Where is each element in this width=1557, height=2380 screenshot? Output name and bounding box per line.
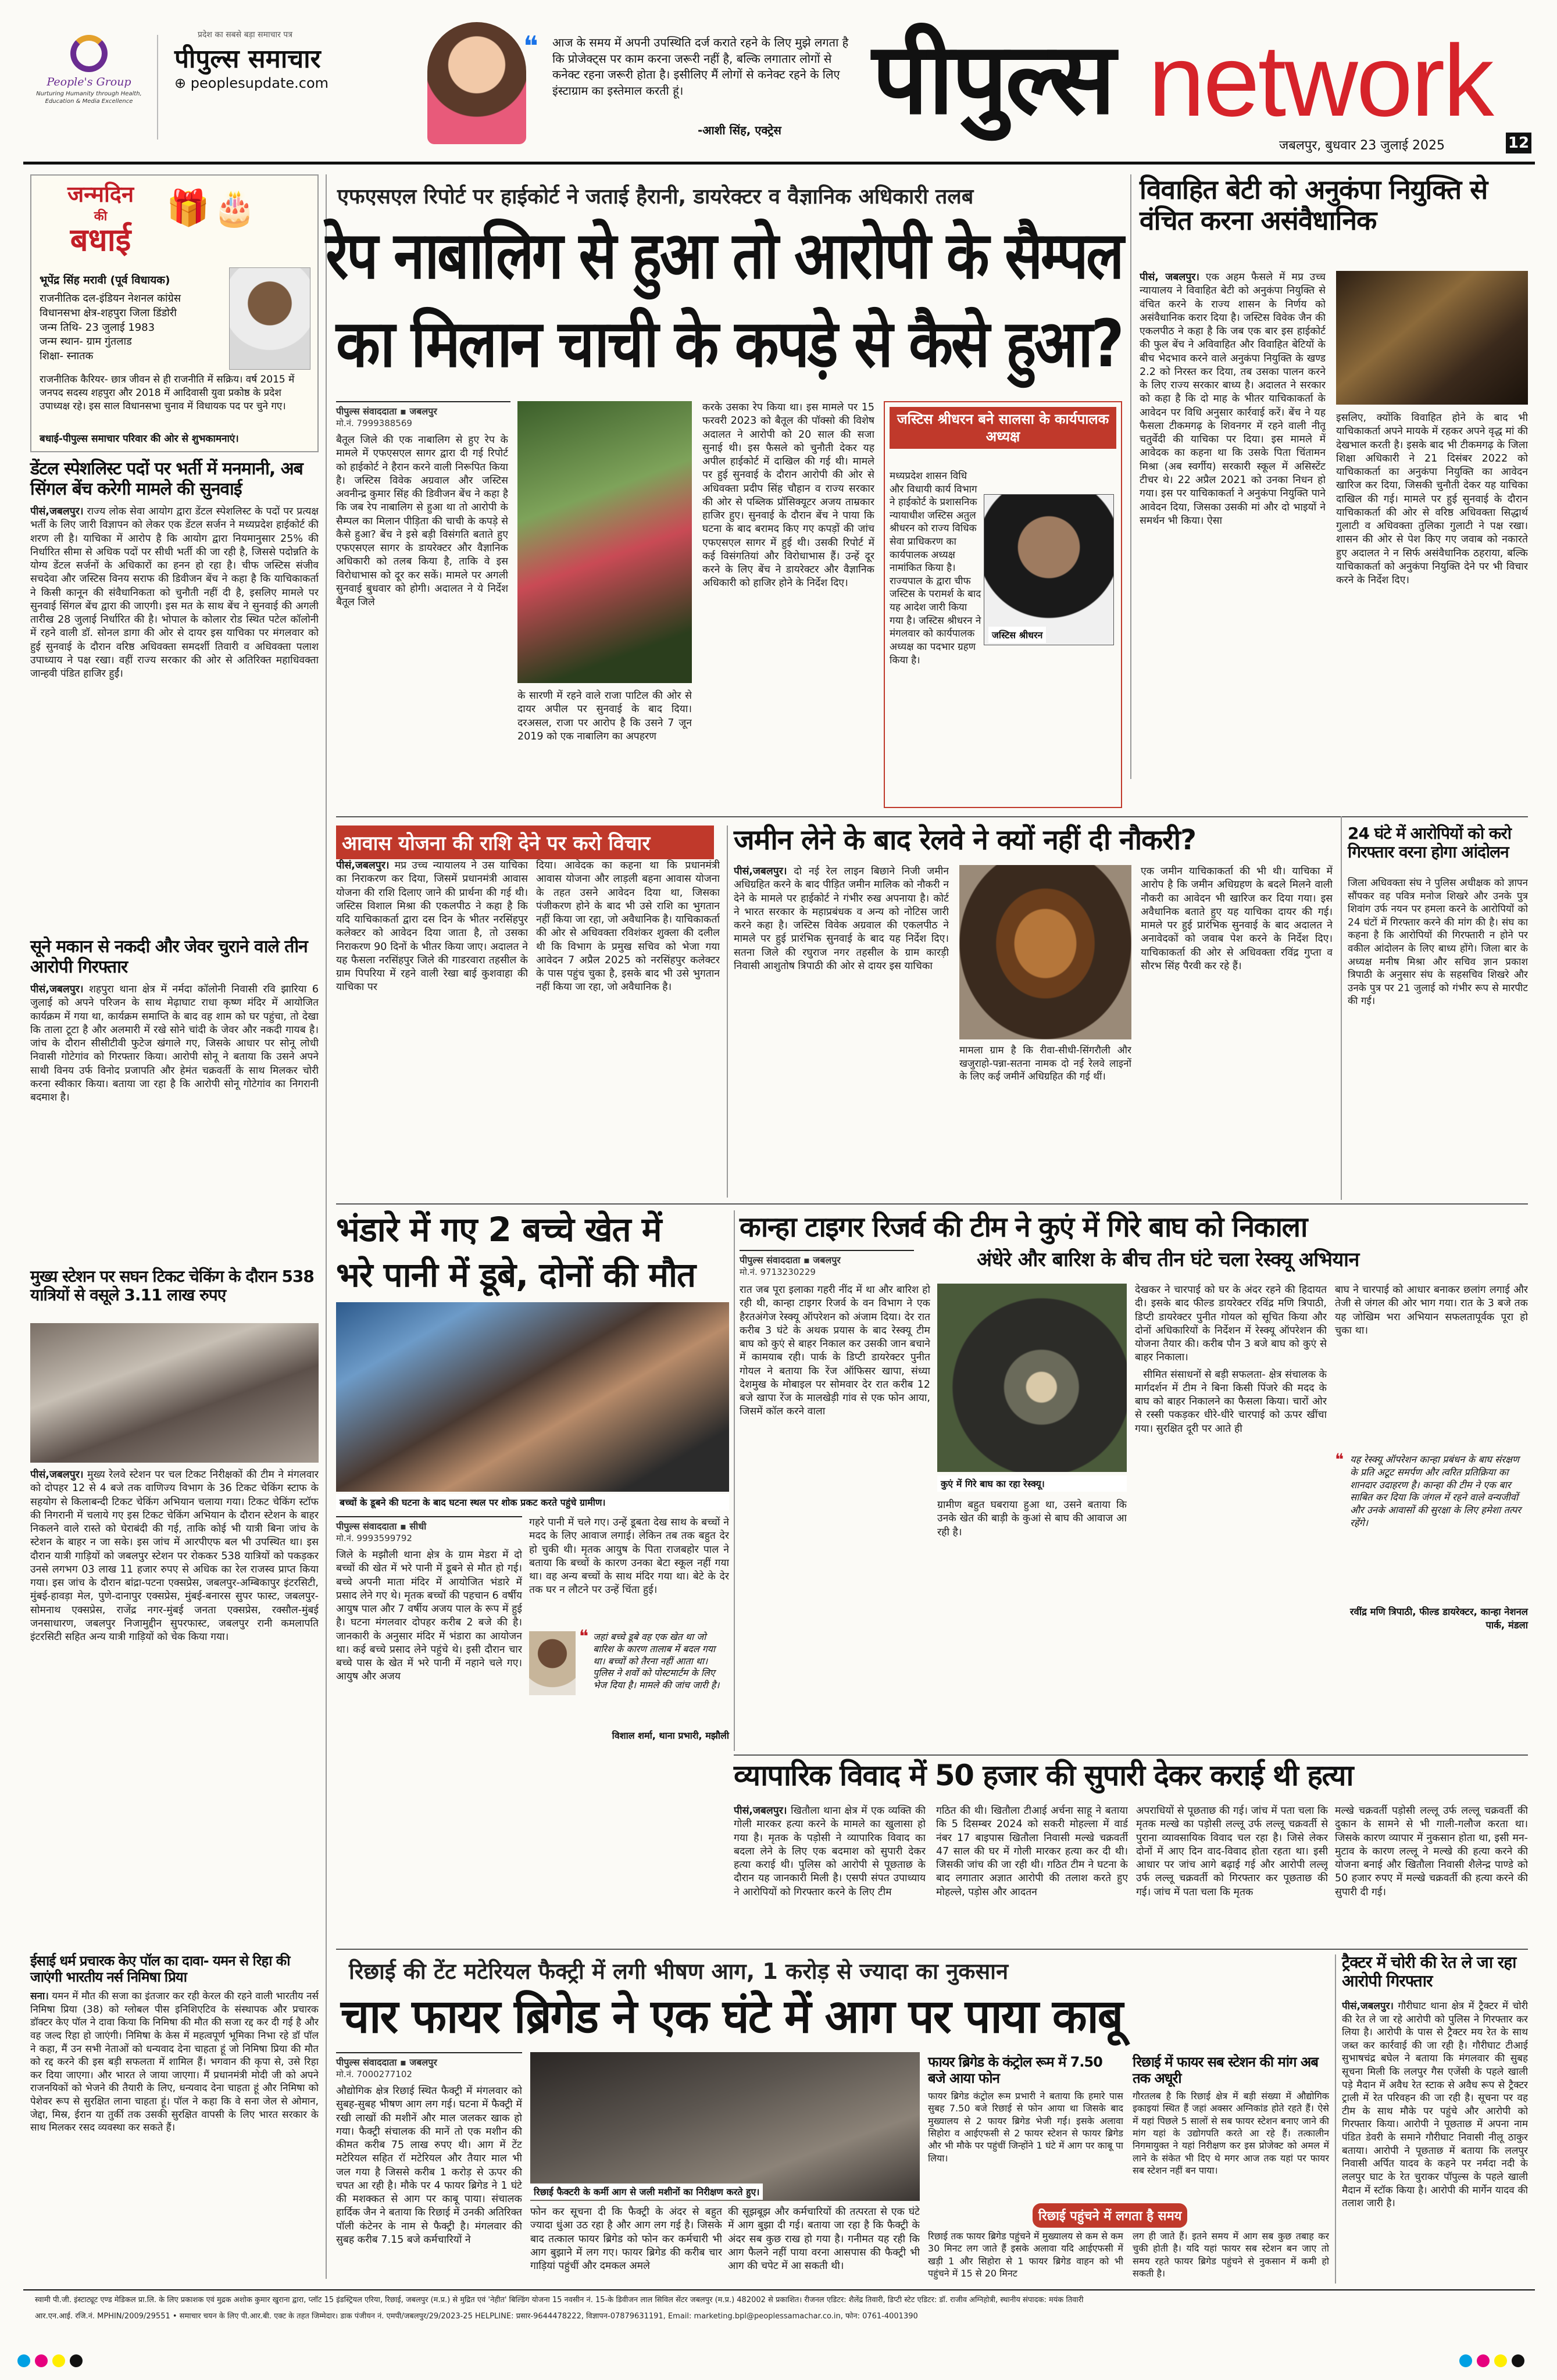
police-officer-portrait (529, 1631, 576, 1695)
story-drown-byline: पीपुल्स संवाददाता ▪ सीधी मो.नं. 9993599792 (336, 1516, 522, 1544)
black-mark-icon (1512, 2354, 1524, 2367)
story-ticket: मुख्य स्टेशन पर सघन टिकट चेकिंग के दौरान 538 यात्रियों से वसूले 3.11 लाख रुपए पीसं,जबलपुर। मुख्य रेलवे स्टेशन पर चल टिकट निरीक्षकों की टीम ने मंगलवार को दोपहर 12 से 4 बजे तक वाणिज्य विभाग के 36 टिकट चेकिंग स्टाफ के सहयोग से किलाबन्दी टिकट चेकिंग अभियान चलाया गया। टिकट चेकिंग स्टॉफ की निगरानी में चलाये गए इस टिकट चेकिंग अभियान के दौरान स्टेशन के बाहर निकलने वाले रास्ते को घेराबंदी की गई, ताकि कोई भी यात्री बिना जांच के स्टेशन के बाहर न जा सके। इस जांच में आरपीएफ बल भी उपस्थित था। इस दौरान यात्री गाड़ियों को जबलपुर स्टेशन पर रोककर 538 यात्रियों को पकड़कर उनसे लगभग 03 लाख 11 हजार रुपए से अधिक का रेल राजस्व प्राप्त किया गया। इस जांच के दौरान बांद्रा-पटना एक्सप्रेस, जबलपुर-अम्बिकापुर इंटरसिटी, मुंबई-हावड़ा मेल, पुणे-दानापुर एक्सप्रेस, मुंबई-बनारस सुपर फास्ट, जबलपुर-सोमनाथ एक्सप्रेस, राजेंद्र नगर-मुंबई जनता एक्सप्रेस, रक्सौल-मुंबई जनसाधारण, जबलपुर निजामुद्दीन सुपरफास्ट, जबलपुर रानी कमलापति इंटरसिटी सहित अन्य यात्री गाड़ियों को चेक किया गया। (30, 1267, 319, 1643)
story-drown-photo (336, 1302, 729, 1492)
story-rape-body-2: के सारणी में रहने वाले राजा पाटिल की ओर से दायर अपील पर सुनवाई के बाद दिया। दरअसल, राजा पर आरोप है कि उसने 7 जून 2019 को एक नाबालिग का अपहरण (517, 690, 692, 742)
footer-registration: आर.एन.आई. रजि.नं. MPHIN/2009/29551 • समाचार चयन के लिए पी.आर.बी. एक्ट के तहत जिम्मेदार। डाक पंजीयन नं. एमपी/जबलपुर/29/2023-25 HELPLINE: प्रसार-9644478222, विज्ञापन-07879631191, Email: marketing.bpl@peoplessamachar.co.in, फोन: 0761-4001390 (35, 2312, 918, 2321)
story-tiger-headline: कान्हा टाइगर रिजर्व की टीम ने कुएं में गिरे बाघ को निकाला (740, 1211, 1307, 1243)
story-tiger-subhead: अंधेरे और बारिश के बीच तीन घंटे चला रेस्क्यू अभियान (977, 1248, 1359, 1271)
story-rape-headline-1: रेप नाबालिग से हुआ तो आरोपी के सैम्पल (326, 218, 1122, 294)
story-daughter-headline: विवाहित बेटी को अनुकंपा नियुक्ति से वंचित करना असंवैधानिक (1140, 174, 1488, 236)
yellow-mark-icon (52, 2354, 65, 2367)
story-railway-body-1: पीसं,जबलपुर। दो नई रेल लाइन बिछाने निजी जमीन अधिग्रहित करने के बाद पीड़ित जमीन मालिक को नौकरी न देने के मामले पर हाईकोर्ट ने गंभीर रुख अपनाया है। कोर्ट ने भारत सरकार के महाप्रबंधक व अन्य को नोटिस जारी करने कहा है। जस्टिस विवेक अग्रवाल की एकलपीठ ने मामले पर हुई प्रारंभिक सुनवाई के बाद यह निर्देश दिए। सतना जिले की रघुराज नगर तहसील के ग्राम कारड़ी निवासी आशुतोष त्रिपाठी की ओर से दायर इस याचिका (734, 866, 949, 972)
paper-small-logo: प्रदेश का सबसे बड़ा समाचार पत्र पीपुल्स समाचार ⊕ peoplesupdate.com (174, 30, 329, 91)
story-railway-body-2: एक जमीन याचिकाकर्ता की भी थी। याचिका में आरोप है कि जमीन अधिग्रहण के बदले मिलने वाली नौकरी का आवेदन भी खारिज कर दिया गया। इस अवैधानिक बताते हुए यह याचिका दायर की गई। मामले पर हुई प्रारंभिक सुनवाई के बाद अदालत ने अनावेदकों को जवाब पेश करने के निर्देश दिए। याचिकाकर्ता की ओर से अधिवक्ता रविंद्र गुप्ता व सौरभ सिंह पैरवी कर रहे हैं। (1141, 866, 1333, 972)
story-protest-headline: 24 घंटे में आरोपियों को करो गिरफ्तार वरना होगा आंदोलन (1348, 824, 1512, 862)
story-tiger-quote: ❝ यह रेस्क्यू ऑपरेशन कान्हा प्रबंधन के बाघ संरक्षण के प्रति अटूट समर्पण और त्वरित प्रतिक्रिया का शानदार उदाहरण है। कान्हा की टीम ने एक बार साबित कर दिया कि जंगल में रहने वाले वन्यजीवों और उनके आवासों की सुरक्षा के लिए हमेशा तत्पर रहेंगे। रवींद्र मणि त्रिपाठी, फील्ड डायरेक्टर, कान्हा नेशनल पार्क, मंडला (1335, 1450, 1528, 1631)
story-railway-headline: जमीन लेने के बाद रेलवे ने क्यों नहीं दी नौकरी? (734, 824, 1196, 856)
story-protest-body: जिला अधिवक्ता संघ ने पुलिस अधीक्षक को ज्ञापन सौंपकर वह पवित्र मनोज शिखरे और उनके पुत्र शिवांग उर्फ नयन पर हमला करने के आरोपियों को 24 घंटों में गिरफ्तार करने की मांग की है। संघ का कहना है कि आरोपियों की गिरफ्तारी न होने पर वकील आंदोलन के लिए बाध्य होंगे। जिला बार के अध्यक्ष मनीष मिश्रा और सचिव ज्ञान प्रकाश त्रिपाठी के अनुसार संघ के सहसचिव शिखरे और उनके पुत्र पर 21 जुलाई को गंभीर रूप से मारपीट की गई। (1348, 877, 1528, 1007)
peoples-group-name: People's Group (47, 76, 131, 88)
story-fire-body-2: फोन कर सूचना दी कि फैक्ट्री के अंदर से बहुत ज्यादा धुंआ उठ रहा है और आग लग गई है। जिसके बाद तत्काल फायर ब्रिगेड को फोन कर कर्मचारी भी आग बुझाने में लग गए। फायर ब्रिगेड की करीब चार गाड़ियां पहुंचीं और दमकल अमले (530, 2206, 722, 2272)
story-drown-body-1: जिले के मझौली थाना क्षेत्र के ग्राम मेडरा में दो बच्चों की खेत में भरे पानी में डूबने से मौत हो गई। बच्चे अपनी माता मंदिर में आयोजित भंडारे में प्रसाद लेने गए थे। मृतक बच्चों की पहचान 6 वर्षीय आयुष पाल और 7 वर्षीय अजय पाल के रूप में हुई है। घटना मंगलवार दोपहर करीब 2 बजे की है। जानकारी के अनुसार मंदिर में भंडारा का आयोजन था। कई बच्चे प्रसाद लेने पहुंचे थे। इसी दौरान चार बच्चे पास के खेत में भरे पानी में नहाने चले गए। आयुष और अजय (336, 1549, 522, 1683)
story-ticket-body: मुख्य रेलवे स्टेशन पर चल टिकट निरीक्षकों की टीम ने मंगलवार को दोपहर 12 से 4 बजे तक वाणिज्य विभाग के 36 टिकट चेकिंग स्टाफ के सहयोग से किलाबन्दी टिकट चेकिंग अभियान चलाया गया। टिकट चेकिंग स्टॉफ की निगरानी में चलाये गए इस टिकट चेकिंग अभियान के दौरान स्टेशन के बाहर निकलने वाले रास्ते को घेराबंदी की गई, ताकि कोई भी यात्री बिना जांच के स्टेशन के बाहर न जा सके। इस जांच में आरपीएफ बल भी उपस्थित था। इस दौरान यात्री गाड़ियों को जबलपुर स्टेशन पर रोककर 538 यात्रियों को पकड़कर उनसे लगभग 03 लाख 11 हजार रुपए से अधिक का रेल राजस्व प्राप्त किया गया। इस जांच के दौरान बांद्रा-पटना एक्सप्रेस, जबलपुर-अम्बिकापुर इंटरसिटी, मुंबई-हावड़ा मेल, पुणे-दानापुर एक्सप्रेस, मुंबई-बनारस सुपर फास्ट, जबलपुर-सोमनाथ एक्सप्रेस, राजेंद्र नगर-मुंबई जनता एक्सप्रेस, रक्सौल-मुंबई जनसाधारण, जबलपुर निजामुद्दीन सुपरफास्ट, जबलपुर रानी कमलापति इंटरसिटी सहित अन्य यात्री गाड़ियों को चेक किया गया। (30, 1469, 319, 1643)
story-nun: ईसाई धर्म प्रचारक केए पॉल का दावा- यमन से रिहा की जाएंगी भारतीय नर्स निमिषा प्रिया सना। यमन में मौत की सजा का इंतजार कर रही केरल की रहने वाली भारतीय नर्स निमिषा प्रिया (38) को ग्लोबल पीस इनिशिएटिव के संस्थापक और प्रचारक डॉक्टर केए पॉल ने दावा किया कि निमिषा की मौत की सजा रद्द कर दी गई है और वह जल्द रिहा हो जाएंगी। निमिषा के केस में महत्वपूर्ण भूमिका निभा रहे डॉ पॉल ने कहा, मैं उन सभी नेताओं को धन्यवाद देना चाहता हूं जो निमिषा प्रिया की मौत को रद्द करने की इस बड़ी सफलता में शामिल हैं। भगवान की कृपा से, उसे रिहा कर दिया जाएगा। और भारत ले जाया जाएगा। मैं प्रधानमंत्री मोदी जी को अपने राजनयिकों को भेजने की तैयारी के लिए, धन्यवाद देना चाहता हूं और निमिषा को पेशेवर रूप से सुरक्षित लाना चाहता हूं। पॉल ने कहा कि वे सना जेल से ओमान, जेद्दा, मिस्र, ईरान या तुर्की तक उसकी सुरक्षित वापसी के लिए भारत सरकार के साथ मिलकर रसद व्यवस्था कर सकते हैं। (30, 1953, 319, 2134)
story-fire-strap: रिछाई की टेंट मटेरियल फैक्ट्री में लगी भीषण आग, 1 करोड़ से ज्यादा का नुकसान (349, 1959, 1009, 1984)
footer-imprint: स्वामी पी.जी. इंस्टाट्यूट एण्ड मेडिकल प्रा.लि. के लिए प्रकाशक एवं मुद्रक अशोक कुमार खुराना द्वारा, प्लॉट 15 इंडस्ट्रियल एरिया, रिछाई, जबलपुर (म.प्र.) से मुद्रित एवं 'नेहीत' बिल्डिंग योजना 15 नवसीन नं. 15-के डिवीजन लाल सिविल सेंटर जबलपुर (म.प्र.) 482002 से प्रकाशित। रीजनल एडिटर: शैलेंद्र तिवारी, डिप्टी स्टेट एडिटर: डॉ. राजीव अग्निहोत्री, स्थानीय संपादक: मयंक तिवारी (35, 2296, 1084, 2304)
drown-quote-mark-icon: ❝ (579, 1627, 589, 1647)
peoples-group-emblem-icon (70, 35, 108, 72)
story-fire-headline: चार फायर ब्रिगेड ने एक घंटे में आग पर पाया काबू (341, 1989, 1123, 2043)
cyan-mark-icon (1459, 2354, 1472, 2367)
black-mark-icon (70, 2354, 83, 2367)
story-awas-body-2: दिया। आवेदक का कहना था कि प्रधानमंत्री आवास योजना और लाड़ली बहना आवास योजना के तहत उसने आवेदन दिया था, जिसका पंजीकरण होने के बाद भी उसे राशि का भुगतान नहीं किया जा रहा, जो अवैधानिक है। याचिकाकर्ता की ओर से अधिवक्ता रविशंकर शुक्ला की दलील थी कि विभाग के प्रमुख सचिव को भेजा गया आवेदन 7 अप्रैल 2025 को नरसिंहपुर कलेक्टर के पास पहुंच चुका है, इसके बाद भी उसे भुगतान नहीं किया जा रहा, जो अवैधानिक है। (536, 860, 720, 994)
story-murder-body-2: गठित की थी। खितौला टीआई अर्चना साहू ने बताया कि 5 दिसम्बर 2024 को सकरी मोहल्ला में वार्ड नंबर 17 बाइपास खितौला निवासी मल्खे चक्रवर्ती 47 साल की घर में गोली मारकर हत्या कर दी थी। जिसकी जांच की जा रही थी। गठित टीम ने घटना के बाद लगातार अज्ञात आरोपी की तलाश करते हुए मोहल्ले, पड़ोस और आदतन (936, 1805, 1128, 1898)
story-rape-photo (517, 401, 692, 683)
yellow-mark-icon (1494, 2354, 1507, 2367)
masthead-quote: आज के समय में अपनी उपस्थिति दर्ज कराते रहने के लिए मुझे लगता है कि प्रोजेक्ट्स पर काम करना जरूरी नहीं है, बल्कि लगातार लोगों से कनेक्ट रहना जरूरी होता है। इसीलिए मैं लोगों से कनेक्ट रहने के लिए इंस्टाग्राम का इस्तेमाल करती हूं। (552, 35, 849, 98)
story-daughter-body-1: पीसं, जबलपुर। एक अहम फैसले में मप्र उच्च न्यायालय ने विवाहित बेटी को अनुकंपा नियुक्ति से वंचित करने के राज्य शासन के निर्णय को असंवैधानिक करार दिया है। जस्टिस विवेक जैन की एकलपीठ ने कहा है कि जब एक बार इस हाईकोर्ट की फुल बेंच ने अविवाहित और विवाहित बेटियों के बीच भेदभाव करने वाले अनुकंपा नियुक्ति के खण्ड 2.2 को निरस्त कर दिया, तब उसका पालन करने के लिए राज्य सरकार बाध्य है। अदालत ने सरकार को कहा है कि दो माह के भीतर याचिकाकर्ता के आवेदन पर विधि अनुसार कार्रवाई करें। बेंच ने यह फैसला टीकमगढ़ के शिवनगर में रहने वाली नीतू चतुर्वेदी की याचिका पर दिया। इस मामले में आवेदक का कहना था कि उसके पिता चिंतामन मिश्रा (अब स्वर्गीय) सरकारी स्कूल में असिस्टेंट टीचर थे। 22 अप्रैल 2021 को उनका निधन हो गया। इस पर याचिकाकर्ता ने अनुकंपा नियुक्ति पाने आवेदन दिया, जिसका उसकी मां और दो भाइयों ने समर्थन भी किया। ऐसा (1140, 271, 1326, 527)
masthead-rule (23, 162, 1535, 165)
story-nun-headline: ईसाई धर्म प्रचारक केए पॉल का दावा- यमन से रिहा की जाएंगी भारतीय नर्स निमिषा प्रिया (30, 1953, 290, 1985)
cyan-mark-icon (17, 2354, 30, 2367)
story-awas-body-1: पीसं,जबलपुर। मप्र उच्च न्यायालय ने उस याचिका का निराकरण कर दिया, जिसमें प्रधानमंत्री आवास योजना की राशि दिलाए जाने की प्रार्थना की गई थी। जस्टिस विशाल मिश्रा की एकलपीठ ने कहा है कि यदि याचिकाकर्ता द्वारा दस दिन के भीतर नरसिंहपुर कलेक्टर को आवेदन दिया जाता है, तो उसका निराकरण 90 दिनों के भीतर किया जाए। अदालत ने यह फैसला नरसिंहपुर जिले की गाडरवारा तहसील के ग्राम पिपरिया में रहने वाली रेखा बाई कुशवाहा की याचिका पर (336, 860, 528, 994)
story-fire-box-1: फायर ब्रिगेड के कंट्रोल रूम में 7.50 बजे आया फोन फायर ब्रिगेड कंट्रोल रूम प्रभारी ने बताया कि हमारे पास सुबह 7.50 बजे रिछाई से फोन आया था जिसके बाद मुख्यालय से 2 फायर ब्रिगेड भेजी गई। इसके अलावा सिहोरा व आईएफसी से 2 फायर स्टेशन से फायर ब्रिगेड और भी मौके पर पहुंचीं जिन्होंने 1 घंटे में आग पर काबू पा लिया। (928, 2054, 1123, 2164)
story-tiger-body-3: देखकर ने चारपाई को घर के अंदर रहने की हिदायत दी। इसके बाद फील्ड डायरेक्टर रविंद्र मणि त्रिपाठी, डिप्टी डायरेक्टर पुनीत गोयल को सूचित किया और दोनों अधिकारियों के निर्देशन में रेस्क्यू ऑपरेशन की योजना तैयार की। करीब पौन 3 बजे बाघ को कुएं से बाहर निकाला। सीमित संसाधनों से बड़ी सफलता- क्षेत्र संचालक के मार्गदर्शन में टीम ने बिना किसी पिंजरे की मदद के बाघ को बाहर निकालने का फैसला किया। चारों ओर से रस्सी पकड़कर धीरे-धीरे चारपाई को ऊपर खींचा गया। सुरक्षित दूरी पर आते ही (1135, 1284, 1327, 1435)
story-drown-quote: ❝ जहां बच्चे डूबे वह एक खेत था जो बारिश के कारण तालाब में बदल गया था। बच्चों को तैरना नहीं आता था। पुलिस ने शवों को पोस्टमार्टम के लिए भेज दिया है। मामले की जांच जारी है। विशाल शर्मा, थाना प्रभारी, मझौली (529, 1631, 729, 1748)
dateline: जबलपुर, बुधवार 23 जुलाई 2025 (1279, 138, 1445, 153)
peoples-group-logo (34, 35, 144, 140)
birthday-portrait (229, 267, 310, 370)
story-drown-photo-caption: बच्चों के डूबने की घटना के बाद घटना स्थल पर शोक प्रकट करते पहुंचे ग्रामीण। (336, 1494, 729, 1510)
story-rape-headline-2: का मिलान चाची के कपड़े से कैसे हुआ? (336, 306, 1123, 382)
ticket-checking-photo (30, 1323, 319, 1463)
justice-portrait (984, 494, 1114, 645)
story-theft-body: शहपुरा थाना क्षेत्र में नर्मदा कॉलोनी निवासी रवि झारिया 6 जुलाई को अपने परिजन के साथ मेढ़ाघाट राधा कृष्ण मंदिर में आयोजित कार्यक्रम में गया था, कार्यक्रम समाप्ति के बाद वह शाम को घर पहुंचा, तो देखा कि ताला टूटा है और अलमारी में रखे सोने चांदी के जेवर और नकदी गायब है। जांच के दौरान सीसीटीवी फुटेज खंगाले गए, जिसके आधार पर सोनू लोधी निवासी गोटेगांव को गिरफ्तार किया। आरोपी सोनू ने बताया कि उसने अपने साथी विनय उर्फ विनोद प्रजापति और हेमंत चक्रवर्ती के साथ मिलकर चोरी करना स्वीकार किया। बताया जा रहा है कि आरोपी सोनू गोटेगांव का निगरानी बदमाश है। (30, 984, 319, 1104)
story-rape-body-1: बैतूल जिले की एक नाबालिग से हुए रेप के मामले में एफएसएल सागर द्वारा दी गई रिपोर्ट को हाईकोर्ट ने हैरान करने वाली निरूपित किया है। जस्टिस विवेक अग्रवाल और जस्टिस अवनीन्द्र कुमार सिंह की डिवीजन बेंच ने कहा है कि जब रेप नाबालिग से हुआ था तो आरोपी के सैम्पल का मिलान पीड़िता की चाची के कपड़े से कैसे हुआ? बेंच ने इसे बड़ी विसंगति बताते हुए एफएसएल सागर के डायरेक्टर और वैज्ञानिक अधिकारी को तलब किया है, ताकि वे इस विरोधाभास को दूर कर सकें। मामले पर अगली सुनवाई बुधवार को होगी। अदालत ने ये निर्देश बैतूल जिले (336, 434, 508, 609)
birthday-details: राजनीतिक दल-इंडियन नेशनल कांग्रेस विधानसभा क्षेत्र-शहपुरा जिला डिंडोरी जन्म तिथि- 23 जुलाई 1983 जन्म स्थान- ग्राम गुंतलाड शिक्षा- स्नातक (40, 292, 181, 363)
story-nun-body: यमन में मौत की सजा का इंतजार कर रही केरल की रहने वाली भारतीय नर्स निमिषा प्रिया (38) को ग्लोबल पीस इनिशिएटिव के संस्थापक और प्रचारक डॉक्टर केए पॉल ने दावा किया कि निमिषा की मौत की सजा रद्द कर दी गई है और वह जल्द रिहा हो जाएंगी। निमिषा के केस में महत्वपूर्ण भूमिका निभा रहे डॉ पॉल ने कहा, मैं उन सभी नेताओं को धन्यवाद देना चाहता हूं जो निमिषा प्रिया की मौत को रद्द करने की इस बड़ी सफलता में शामिल हैं। भगवान की कृपा से, उसे रिहा कर दिया जाएगा। और भारत ले जाया जाएगा। मैं प्रधानमंत्री मोदी जी को अपने राजनयिकों को भेजने की तैयारी के लिए, धन्यवाद देना चाहता हूं और निमिषा को पेशेवर रूप से सुरक्षित लाना चाहता हूं। पॉल ने कहा कि वे सना जेल से ओमान, जेद्दा, मिस्र, ईरान या तुर्की तक उसकी सुरक्षित वापसी के लिए भारत सरकार के साथ मिलकर रसद व्यवस्था कर सकते हैं। (30, 1991, 319, 2134)
story-dental: डेंटल स्पेशलिस्ट पदों पर भर्ती में मनमानी, अब सिंगल बेंच करेगी मामले की सुनवाई पीसं,जबलपुर। राज्य लोक सेवा आयोग द्वारा डेंटल स्पेशलिस्ट के पदों पर प्रत्यक्ष भर्ती के लिए जारी विज्ञापन को लेकर एक डेंटल सर्जन ने मध्यप्रदेश हाईकोर्ट की शरण ली है। याचिका में आरोप है कि आयोग द्वारा नियमानुसार 25% की निर्धारित सीमा से अधिक पदों पर सीधी भर्ती की जा रही है, जिससे पदोन्नति के योग्य डेंटल सर्जनों के अधिकारों का हनन हो रहा है। चीफ जस्टिस संजीव सचदेवा और जस्टिस विनय सराफ की डिवीजन बेंच ने कहा है कि याचिकाकर्ता ने किसी कानून की संवैधानिकता को चुनौती नहीं दी है, इसलिए मामले पर सुनवाई सिंगल बेंच द्वारा की जाएगी। इस मत के साथ बेंच ने सुनवाई की अगली तारीख 28 जुलाई निर्धारित की है। भोपाल के कोलार रोड स्थित पटेल कॉलोनी में रहने वाली डॉ. सोनल डागा की ओर से दायर इस याचिका पर मंगलवार को हुई सुनवाई के दौरान वरिष्ठ अधिवक्ता समदर्शी तिवारी व अधिवक्ता पलाश उपाध्याय ने पक्ष रखा। वहीं राज्य सरकार की ओर से अतिरिक्त महाधिवक्ता जान्हवी पंडित हाजिर हुईं। (30, 459, 319, 680)
story-fire-photo-caption: रिछाई फैक्टरी के कर्मी आग से जली मशीनों का निरीक्षण करते हुए। (530, 2184, 763, 2200)
story-tractor-headline: ट्रैक्टर में चोरी की रेत ले जा रहा आरोपी गिरफ्तार (1342, 1953, 1516, 1991)
story-tiger-body-1: रात जब पूरा इलाका गहरी नींद में था और बारिश हो रही थी, कान्हा टाइगर रिजर्व के वन विभाग ने एक हैरतअंगेज रेस्क्यू ऑपरेशन को अंजाम दिया। देर रात करीब 3 घंटे के अथक प्रयास के बाद रेस्क्यू टीम बाघ को कुएं से बाहर निकाल कर उसकी जान बचाने में कामयाब रही। पार्क के डिप्टी डायरेक्टर पुनीत गोयल ने बताया कि रेंज ऑफिसर खापा, संध्या देशमुख के मोबाइल पर सोमवार देर रात करीब 12 बजे खापा रेंज के मालखेड़ी गांव से एक फोन आया, जिसमें कॉल करने वाला (740, 1284, 930, 1418)
story-tractor-body: पीसं,जबलपुर। गौरीघाट थाना क्षेत्र में ट्रैक्टर में चोरी की रेत ले जा रहे आरोपी को पुलिस ने गिरफ्तार कर लिया है। आरोपी के पास से ट्रैक्टर मय रेत के साथ जब्त कर कार्रवाई की जा रही है। गौरीघाट टीआई सुभाषचंद्र बघेल ने बताया कि मंगलवार की सुबह सूचना मिली कि ललपुर गैस एजेंसी के पहले खाली पड़े मैदान में अवैध रेत स्टाक से अवैध रूप से ट्रैक्टर ट्राली में रेत परिवहन की जा रही है। सूचना पर वह टीम के साथ मौके पर पहुंचे और आरोपी को गिरफ्तार किया। आरोपी ने पूछताछ में अपना नाम पंडित डेवरी के समाने गौरीघाट निवासी नीलू ठाकुर बताया। आरोपी ने पूछताछ में बताया कि ललपुर निवासी अर्पित यादव के कहने पर नर्मदा नदी के ललपुर घाट के रेत चुराकर पॉपुल्स के पहले खाली मैदान में स्टॉक किया है। आरोपी की मार्गेन यादव की तलाश जारी है। (1342, 2000, 1528, 2210)
story-awas-headline: आवास योजना की राशि देने पर करो विचार (336, 826, 714, 859)
story-rape-body-3: करके उसका रेप किया था। इस मामले पर 15 फरवरी 2023 को बैतूल की पॉक्सो की विशेष अदालत ने आरोपी को 20 साल की सजा सुनाई थी। इस फैसले को चुनौती देकर यह अपील हाईकोर्ट में दाखिल की गई थी। मामले पर हुई सुनवाई के दौरान आरोपी की ओर से अधिवक्ता प्रदीप सिंह चौहान व राज्य सरकार की ओर से पब्लिक प्रॉसिक्यूटर अजय ताम्रकार हाजिर हुए। सुनवाई के दौरान बेंच ने पाया कि घटना के बाद बरामद किए गए कपड़ों की जांच एफएसएल सागर में हुई थी। उसकी रिपोर्ट में कई विसंगतियां और विरोधाभास हैं। उन्हें दूर करने के लिए बेंच ने डायरेक्टर और वैज्ञानिक अधिकारी को हाजिर होने के निर्देश दिए। (702, 402, 874, 589)
story-fire-box-3-body-2: लग ही जाते हैं। इतने समय में आग सब कुछ तबाह कर चुकी होती है। यदि यहां फायर सब स्टेशन बन जाए तो समय रहते फायर ब्रिगेड पहुंचने से नुकसान में कमी हो सकती है। (1133, 2231, 1329, 2279)
masthead (0, 0, 1557, 166)
actress-portrait (427, 22, 526, 144)
story-tiger-body-2: ग्रामीण बहुत घबराया हुआ था, उसने बताया कि उनके खेत की बाड़ी के कुआं से बाघ की आवाज आ रही है। (937, 1499, 1127, 1538)
story-ticket-headline: मुख्य स्टेशन पर सघन टिकट चेकिंग के दौरान 538 यात्रियों से वसूले 3.11 लाख रुपए (30, 1267, 314, 1305)
story-fire-photo (530, 2052, 920, 2201)
story-rape-strap: एफएसएल रिपोर्ट पर हाईकोर्ट ने जताई हैरानी, डायरेक्टर व वैज्ञानिक अधिकारी तलब (337, 185, 974, 209)
story-daughter-body-2: इसलिए, क्योंकि विवाहित होने के बाद भी याचिकाकर्ता अपने मायके में रहकर अपने वृद्ध मां की देखभाल करती है। इसके बाद भी टीकमगढ़ के जिला शिक्षा अधिकारी ने 21 दिसंबर 2022 को याचिकाकर्ता का अनुकंपा नियुक्ति का आवेदन खारिज कर दिया, जिसकी चुनौती देकर यह याचिका दाखिल की गई। मामले पर हुई सुनवाई के दौरान याचिकाकर्ता की ओर से वरिष्ठ अधिवक्ता सिद्धार्थ गुलाटी व अधिवक्ता तुलिका गुलाटी ने पक्ष रखा। शासन की ओर से पेश किए गए जवाब को नकारते हुए अदालत ने न सिर्फ असंवैधानिक ठहराया, बल्कि याचिकाकर्ता को अनुकंपा नियुक्ति देने पर भी विचार करने के निर्देश दिए। (1336, 412, 1528, 587)
story-tiger-body-3b: सीमित संसाधनों से बड़ी सफलता- क्षेत्र संचालक के मार्गदर्शन में टीम ने बिना किसी पिंजरे की मदद के बाघ को बाहर निकालने का फैसला किया। चारों ओर से रस्सी पकड़कर धीरे-धीरे चारपाई को ऊपर खींचा गया। सुरक्षित दूरी पर आते ही (1135, 1368, 1327, 1435)
quote-mark-icon: ❝ (523, 30, 538, 63)
story-rape-byline: पीपुल्स संवाददाता ▪ जबलपुर मो.नं. 7999388569 (336, 401, 510, 429)
story-drown-body-2: गहरे पानी में चले गए। उन्हें डूबता देख साथ के बच्चों ने मदद के लिए आवाज लगाई। लेकिन तब तक बहुत देर हो चुकी थी। मृतक आयुष के पिता राजबहोर पाल ने बताया कि बच्चों के कारण उनका बेटा स्कूल नहीं गया था। वह अन्य बच्चों के साथ मंदिर गया था। बेटे के देर तक घर न लौटने पर उन्हें चिंता हुई। (529, 1517, 729, 1596)
story-drown-headline-1: भंडारे में गए 2 बच्चे खेत में (336, 1210, 662, 1249)
story-murder-headline: व्यापारिक विवाद में 50 हजार की सुपारी देकर कराई थी हत्या (734, 1759, 1353, 1792)
story-fire-body-1: औद्योगिक क्षेत्र रिछाई स्थित फैक्ट्री में मंगलवार को सुबह-सुबह भीषण आग लग गई। घटना में फैक्ट्री में रखी लाखों की मशीनें और माल जलकर खाक हो गया। फैक्ट्री संचालक की मानें तो एक मशीन की कीमत करीब 75 लाख रुपए थी। आग में टेंट मटेरियल सहित रॉ मटेरियल और तैयार माल भी जल गया है जिससे करीब 1 करोड़ से ऊपर की चपत आ रही है। मौके पर 4 फायर ब्रिगेड ने 1 घंटे की मशक्कत से आग पर काबू पाया। संचालक हार्दिक जैन ने बताया कि रिछाई में उनकी अतिरिक्त पॉली कंटेनर के नाम से फैक्ट्री है। मंगलवार की सुबह करीब 7.15 बजे कर्मचारियों ने (336, 2085, 522, 2246)
story-fire-byline: पीपुल्स संवाददाता ▪ जबलपुर मो.नं. 7000277102 (336, 2052, 522, 2080)
magenta-mark-icon (1477, 2354, 1490, 2367)
story-fire-body-3: की सूझबूझ और कर्मचारियों की तत्परता से एक घंटे में आग बुझा दी गई। बताया जा रहा है कि फैक्ट्री के अंदर सब कुछ राख हो गया है। गनीमत यह रही कि आग फैलने नहीं पाया वरना आसपास की फैक्ट्री भी आग की चपेट में आ सकती थी। (728, 2206, 920, 2272)
story-dental-headline: डेंटल स्पेशलिस्ट पदों पर भर्ती में मनमानी, अब सिंगल बेंच करेगी मामले की सुनवाई (30, 459, 303, 499)
story-tiger-byline: पीपुल्स संवाददाता ▪ जबलपुर मो.नं. 9713230229 (740, 1250, 914, 1278)
birthday-career: राजनीतिक कैरियर- छात्र जीवन से ही राजनीति में सक्रिय। वर्ष 2015 में जनपद सदस्य शहपुरा और 2018 में आदिवासी युवा प्रकोष्ठ के प्रदेश उपाध्यक्ष रहे। इस साल विधानसभा चुनाव में विधायक पद पर चुने गए। (40, 374, 295, 412)
story-justice-headline: जस्टिस श्रीधरन बने सालसा के कार्यपालक अध्यक्ष (890, 407, 1116, 449)
story-tiger-photo-caption: कुएं में गिरे बाघ का रहा रेस्क्यू। (937, 1475, 1127, 1492)
story-tiger-body-4: बाघ ने चारपाई को आधार बनाकर छलांग लगाई और तेजी से जंगल की ओर भाग गया। रात के 3 बजे तक यह जोखिम भरा अभियान सफलतापूर्वक पूरा हो चुका था। (1335, 1284, 1528, 1336)
peoples-group-tagline: Nurturing Humanity through Health, Education & Media Excellence (36, 91, 142, 105)
story-murder-body-3: अपराधियों से पूछताछ की गई। जांच में पता चला कि मृतक मल्खे का पड़ोसी लल्लू उर्फ लल्लू चक्रवर्ती से पुराना व्यावसायिक विवाद चल रहा है। जिसे लेकर दोनों में आए दिन वाद-विवाद होता रहता था। इसी आधार पर जांच आगे बढ़ाई गई और आरोपी लल्लू उर्फ लल्लू चक्रवर्ती को गिरफ्तार कर पूछताछ की गई। जांच में पता चला कि मृतक (1136, 1805, 1328, 1898)
magenta-mark-icon (35, 2354, 48, 2367)
birthday-wishes: बधाई-पीपुल्स समाचार परिवार की ओर से शुभकामनाएं। (40, 433, 239, 445)
story-theft: सूने मकान से नकदी और जेवर चुराने वाले तीन आरोपी गिरफ्तार पीसं,जबलपुर। शहपुरा थाना क्षेत्र में नर्मदा कॉलोनी निवासी रवि झारिया 6 जुलाई को अपने परिजन के साथ मेढ़ाघाट राधा कृष्ण मंदिर में आयोजित कार्यक्रम में गया था, कार्यक्रम समाप्ति के बाद वह शाम को घर पहुंचा, तो देखा कि ताला टूटा है और अलमारी में रखे सोने चांदी के जेवर और नकदी गायब है। जांच के दौरान सीसीटीवी फुटेज खंगाले गए, जिसके आधार पर सोनू लोधी निवासी गोटेगांव को गिरफ्तार किया। आरोपी सोनू ने बताया कि उसने अपने साथी विनय उर्फ विनोद प्रजापति और हेमंत चक्रवर्ती के साथ मिलकर चोरी करना स्वीकार किया। बताया जा रहा है कि आरोपी सोनू गोटेगांव का निगरानी बदमाश है। (30, 937, 319, 1104)
story-daughter-photo (1336, 271, 1528, 405)
birthday-cake-icon: 🎂 (213, 188, 256, 228)
birthday-title: जन्मदिन की बधाई (67, 181, 134, 258)
brand-hindi: पीपुल्स (872, 20, 1113, 137)
birthday-name: भूपेंद्र सिंह मरावी (पूर्व विधायक) (40, 274, 170, 287)
story-tiger-photo (937, 1284, 1127, 1472)
masthead-quote-author: -आशी सिंह, एक्ट्रेस (698, 123, 781, 137)
story-railway-photo-caption: मामला ग्राम है कि रीवा-सीधी-सिंगरौली और खजुराहो-पन्ना-सतना नामक दो नई रेलवे लाइनों के लिए कई जमीनें अधिग्रहित की गई थीं। (959, 1045, 1131, 1083)
story-fire-box-2: रिछाई में फायर सब स्टेशन की मांग अब तक अधूरी गौरतलब है कि रिछाई क्षेत्र में बड़ी संख्या में औद्योगिक इकाइयां स्थित हैं जहां अक्सर अग्निकांड होते रहते हैं। ऐसे में यहां पिछले 5 सालों से सब फायर स्टेशन बनाए जाने की मांग यहां के उद्योगपति करते आ रहे हैं। तत्कालीन निगमायुक्त ने यहां निरीक्षण कर इस प्रोजेक्ट को अमल में लाने के संकेत भी दिए थे मगर आज तक यहां पर फायर सब स्टेशन नहीं बन पाया। (1133, 2054, 1329, 2176)
globe-icon: ⊕ (174, 75, 187, 91)
story-theft-headline: सूने मकान से नकदी और जेवर चुराने वाले तीन आरोपी गिरफ्तार (30, 937, 308, 977)
justice-photo-caption: जस्टिस श्रीधरन (988, 627, 1046, 643)
story-fire-box-3-title: रिछाई पहुंचने में लगता है समय (1033, 2203, 1187, 2228)
page-number: 12 (1506, 133, 1531, 153)
story-drown-headline-2: भरे पानी में डूबे, दोनों की मौत (336, 1255, 696, 1295)
story-dental-body: राज्य लोक सेवा आयोग द्वारा डेंटल स्पेशलिस्ट के पदों पर प्रत्यक्ष भर्ती के लिए जारी विज्ञापन को लेकर एक डेंटल सर्जन ने मध्यप्रदेश हाईकोर्ट की शरण ली है। याचिका में आरोप है कि आयोग द्वारा नियमानुसार 25% की निर्धारित सीमा से अधिक पदों पर सीधी भर्ती की जा रही है, जिससे पदोन्नति के योग्य डेंटल सर्जनों के अधिकारों का हनन हो रहा है। चीफ जस्टिस संजीव सचदेवा और जस्टिस विनय सराफ की डिवीजन बेंच ने कहा है कि याचिकाकर्ता ने किसी कानून की संवैधानिकता को चुनौती नहीं दी है, इसलिए मामले पर सुनवाई सिंगल बेंच द्वारा की जाएगी। इस मत के साथ बेंच ने सुनवाई की अगली तारीख 28 जुलाई निर्धारित की है। भोपाल के कोलार रोड स्थित पटेल कॉलोनी में रहने वाली डॉ. सोनल डागा की ओर से दायर इस याचिका पर मंगलवार को हुई सुनवाई के दौरान वरिष्ठ अधिवक्ता समदर्शी तिवारी व अधिवक्ता पलाश उपाध्याय ने पक्ष रखा। वहीं राज्य सरकार की ओर से अतिरिक्त महाधिवक्ता जान्हवी पंडित हाजिर हुईं। (30, 506, 319, 680)
birthday-gift-icon: 🎁 (166, 188, 210, 228)
brand-english: network (1148, 24, 1492, 138)
story-justice-body: मध्यप्रदेश शासन विधि और विधायी कार्य विभाग ने हाईकोर्ट के प्रशासनिक न्यायाधीश जस्टिस अतुल श्रीधरन को राज्य विधिक सेवा प्राधिकरण का कार्यपालक अध्यक्ष नामांकित किया है। राज्यपाल के द्वारा चीफ जस्टिस के परामर्श के बाद यह आदेश जारी किया गया है। जस्टिस श्रीधरन ने मंगलवार को कार्यपालक अध्यक्ष का पदभार ग्रहण किया है। (890, 470, 981, 666)
gavel-photo (959, 865, 1131, 1039)
story-murder-body-4: मल्खे चक्रवर्ती पड़ोसी लल्लू उर्फ लल्लू चक्रवर्ती की दुकान के सामने से भी गाली-गलौज करता था। जिसके कारण व्यापार में नुकसान होता था, इसी मन-मुटाव के कारण लल्लू ने मल्खे की हत्या करने की योजना बनाई और खितौला निवासी शैलेन्द्र पाण्डे को 50 हजार रुपए में मल्खे चक्रवर्ती की हत्या करने की सुपारी दी गई। (1335, 1805, 1528, 1898)
story-justice (884, 401, 1122, 808)
story-fire-box-3-body-1: रिछाई तक फायर ब्रिगेड पहुंचने में मुख्यालय से कम से कम 30 मिनट लग जाते हैं इसके अलावा यदि आईएफसी में खड़ी 1 और सिहोरा से 1 फायर ब्रिगेड वाहन को भी पहुंचने में 15 से 20 मिनट (928, 2231, 1123, 2279)
website-link[interactable]: peoplesupdate.com (190, 75, 329, 91)
birthday-box (30, 174, 319, 452)
tiger-quote-mark-icon: ❝ (1335, 1450, 1344, 1469)
story-murder-body-1: पीसं,जबलपुर। खितौला थाना क्षेत्र में एक व्यक्ति की गोली मारकर हत्या करने के मामले का खुलासा हो गया है। मृतक के पड़ोसी ने व्यापारिक विवाद का बदला लेने के लिए एक बदमाश को सुपारी देकर हत्या कराई थी। पुलिस को आरोपी से पूछताछ के दौरान यह जानकारी मिली है। एसपी संपत उपाध्याय ने आरोपियों को गिरफ्तार करने के लिए टीम (734, 1805, 926, 1898)
